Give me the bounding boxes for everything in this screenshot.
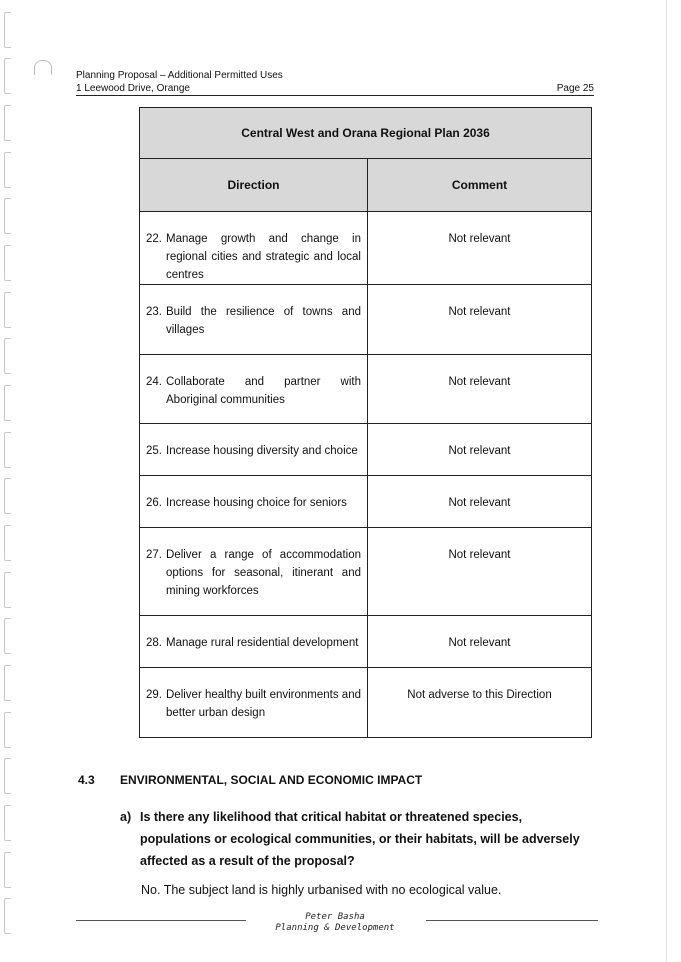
comment-cell: Not relevant — [368, 285, 592, 355]
comment-cell: Not adverse to this Direction — [368, 668, 592, 738]
direction-text: Collaborate and partner with Aboriginal communities — [166, 376, 361, 406]
direction-text: Build the resilience of towns and villages — [166, 306, 361, 336]
comment-cell: Not relevant — [368, 616, 592, 668]
question-label: a) — [120, 810, 132, 824]
page-footer — [230, 912, 440, 934]
table-row — [140, 424, 592, 476]
column-header-direction: Direction — [140, 159, 368, 212]
table-row — [140, 212, 592, 285]
comment-cell: Not relevant — [368, 212, 592, 285]
direction-text: Increase housing choice for seniors — [166, 497, 347, 509]
direction-number: 29. — [146, 689, 162, 701]
column-header-comment: Comment — [368, 159, 592, 212]
table-row — [140, 355, 592, 424]
header-rule — [76, 95, 594, 96]
direction-number: 23. — [146, 306, 162, 318]
table-title: Central West and Orana Regional Plan 2036 — [140, 108, 592, 159]
direction-number: 27. — [146, 549, 162, 561]
table-row — [140, 616, 592, 668]
comment-cell: Not relevant — [368, 355, 592, 424]
table-row — [140, 476, 592, 528]
question-text: Is there any likelihood that critical habitat or threatened species, populations or ecological communities, or their habitats, will be adversely affected as a result of the proposal? — [140, 810, 580, 868]
header-line2: 1 Leewood Drive, Orange — [76, 83, 190, 94]
direction-text: Manage rural residential development — [166, 637, 359, 649]
footer-rule-left — [76, 920, 246, 921]
direction-number: 22. — [146, 233, 162, 245]
section-number: 4.3 — [78, 773, 95, 787]
footer-line1: Peter Basha — [305, 912, 365, 922]
direction-number: 28. — [146, 637, 162, 649]
direction-text: Manage growth and change in regional cities and strategic and local centres — [166, 233, 361, 281]
question-block — [120, 806, 596, 872]
direction-text: Increase housing diversity and choice — [166, 445, 358, 457]
answer-text: No. The subject land is highly urbanised with no ecological value. — [141, 883, 502, 897]
binder-hole-marks — [4, 0, 18, 962]
direction-number: 24. — [146, 376, 162, 388]
table-row — [140, 668, 592, 738]
footer-line2: Planning & Development — [275, 923, 395, 933]
page-number: Page 25 — [556, 83, 594, 94]
section-title: ENVIRONMENTAL, SOCIAL AND ECONOMIC IMPACT — [120, 773, 423, 787]
direction-text: Deliver a range of accommodation options for seasonal, itinerant and mining workforces — [166, 549, 361, 597]
direction-text: Deliver healthy built environments and better urban design — [166, 689, 361, 719]
comment-cell: Not relevant — [368, 424, 592, 476]
footer-rule-right — [426, 920, 598, 921]
direction-number: 26. — [146, 497, 162, 509]
page-edge — [666, 0, 667, 962]
punch-hole-mark — [34, 60, 52, 75]
direction-number: 25. — [146, 445, 162, 457]
page-header — [76, 69, 594, 95]
section-heading — [78, 773, 422, 787]
table-row — [140, 528, 592, 616]
table-row — [140, 285, 592, 355]
header-line1: Planning Proposal – Additional Permitted Uses — [76, 70, 283, 81]
comment-cell: Not relevant — [368, 476, 592, 528]
comment-cell: Not relevant — [368, 528, 592, 616]
regional-plan-table — [139, 107, 592, 738]
